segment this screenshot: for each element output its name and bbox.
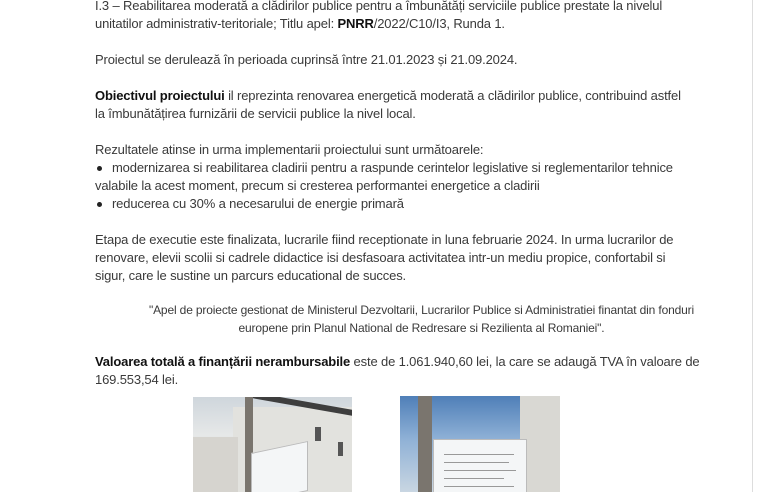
text: il reprezinta renovarea energetică moderată a clădirilor publice, contribuind astfel (224, 88, 681, 103)
stage-line-3: sigur, care le sustine un parcurs educational de succes. (95, 268, 407, 283)
bullet-icon (97, 202, 102, 207)
stage-paragraph: Etapa de executie este finalizata, lucrarile fiind receptionate in luna februarie 2024. In urma lucrarilor de (95, 232, 674, 247)
building-photo-1 (193, 397, 352, 492)
text: este de 1.061.940,60 lei, la care se adaugă TVA în valoare de (350, 354, 700, 369)
bullet-item-1-cont: valabile la acest moment, precum si cresterea performantei energetice a cladirii (95, 178, 540, 193)
measure-line: I.3 – Reabilitarea moderată a clădirilor publice pentru a îmbunătăți serviciile publice prestate la nivelul (95, 0, 663, 13)
building-photo-2 (400, 396, 560, 492)
funding-quote: "Apel de proiecte gestionat de Ministerul Dezvoltarii, Lucrarilor Publice si Administratiei finantat din fonduri (148, 303, 695, 317)
bullet-item-1: modernizarea si reabilitarea cladirii pentru a raspunde cerintelor legislative si reglementarilor tehnice (112, 160, 673, 175)
bullet-icon (97, 166, 102, 171)
bold-text: Valoarea totală a finanțării nerambursabile (95, 354, 351, 369)
text: unitatilor administrativ-teritoriale; Titlu apel: (95, 16, 338, 31)
objective-paragraph (95, 87, 681, 105)
objective-line-2: la îmbunătățirea furnizării de servicii publice la nivel local. (95, 106, 416, 121)
period-paragraph: Proiectul se derulează în perioada cuprinsă între 21.01.2023 și 21.09.2024. (95, 52, 518, 67)
value-paragraph (95, 353, 700, 371)
stage-line-2: renovare, elevii scolii si cadrele didactice isi desfasoara activitatea intr-un mediu propice, confortabil si (95, 250, 666, 265)
text: /2022/C10/I3, Runda 1. (373, 16, 505, 31)
page-border (752, 0, 753, 492)
bullet-item-2: reducerea cu 30% a necesarului de energie primară (112, 196, 404, 211)
project-sign (433, 439, 527, 492)
bold-text: PNRR (337, 16, 374, 31)
results-intro: Rezultatele atinse in urma implementarii proiectului sunt următoarele: (95, 142, 484, 157)
funding-quote-2: europene prin Planul National de Redresare si Rezilienta al Romaniei". (238, 321, 605, 335)
value-line-2: 169.553,54 lei. (95, 372, 179, 387)
bold-text: Obiectivul proiectului (95, 88, 225, 103)
call-title-line (95, 15, 505, 33)
